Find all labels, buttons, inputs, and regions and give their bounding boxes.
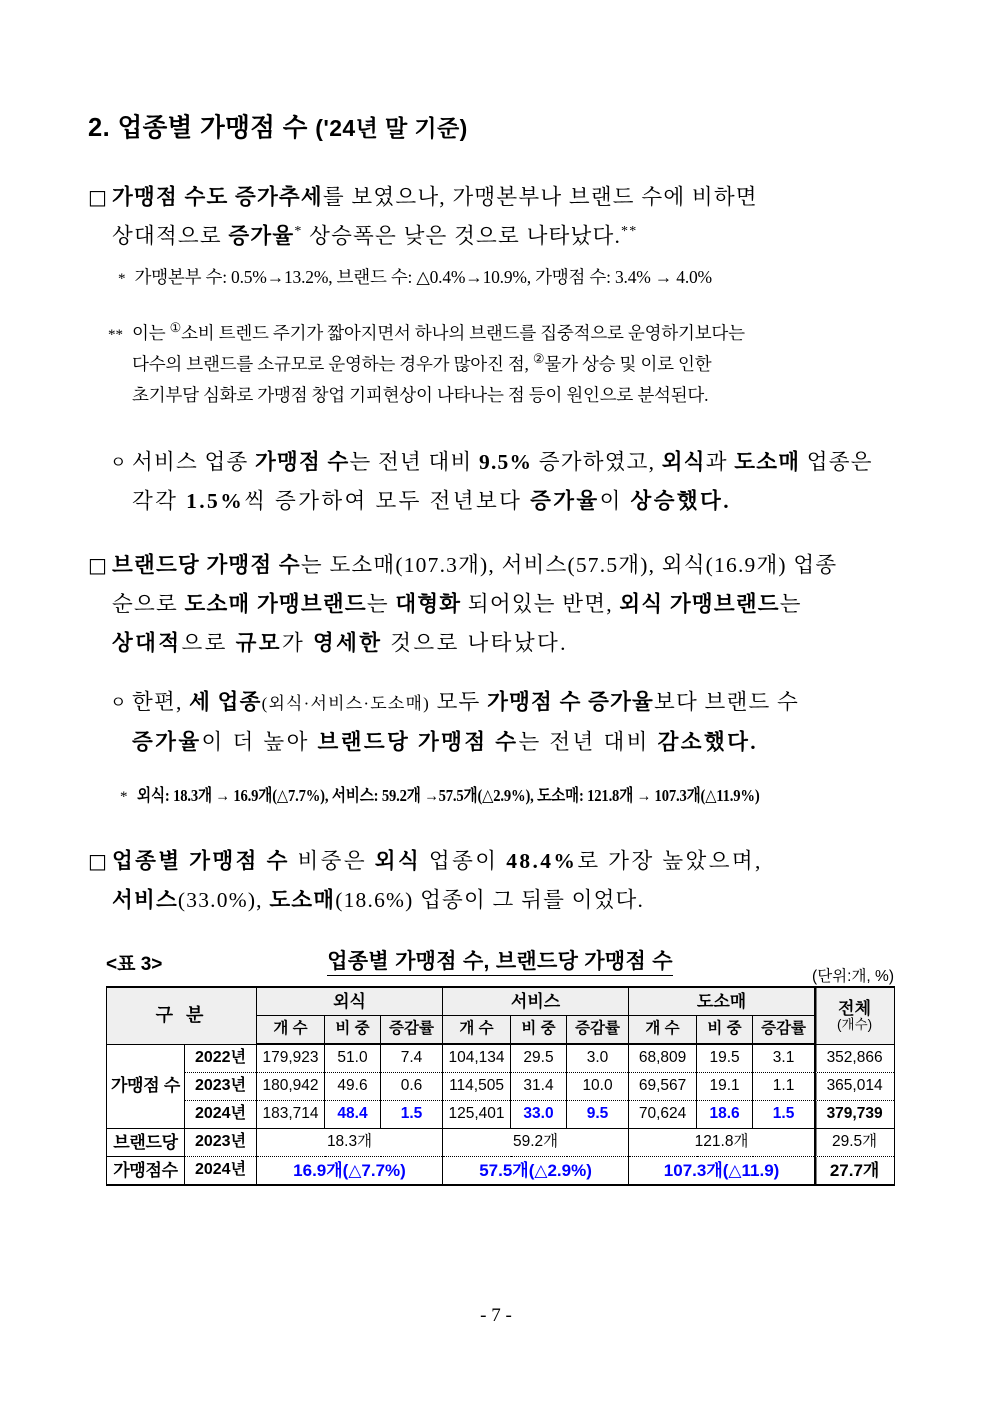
p2-l2-b: 1.5%	[186, 489, 245, 513]
footnote-1-mark: *	[118, 271, 126, 287]
cell-2024-service-rate: 9.5	[567, 1101, 629, 1129]
cell-2023-total: 365,014	[815, 1073, 895, 1101]
fn2-l2-pre: 다수의 브랜드를 소규모로 운영하는 경우가 많아진 점,	[132, 354, 533, 374]
table-caption	[106, 945, 894, 983]
p4-l2-e: 감소했다.	[657, 730, 759, 754]
table-header-row-1	[107, 987, 895, 1016]
row-year-2023: 2023년	[185, 1073, 257, 1101]
header-total-label: 전체	[838, 998, 871, 1018]
table-number: <표 3>	[106, 954, 163, 975]
header-retail-count: 개 수	[629, 1016, 697, 1045]
paragraph-1-text	[112, 178, 758, 256]
p2-e: 증가하였고,	[532, 450, 662, 474]
row-year-2022: 2022년	[185, 1044, 257, 1073]
p4-b: 세 업종	[189, 690, 262, 714]
header-oesik-count: 개 수	[257, 1016, 325, 1045]
cell-2023-service-share: 31.4	[511, 1073, 567, 1101]
brand-cell-2024-total: 27.7개	[815, 1157, 895, 1186]
p5-b: 비중은	[289, 849, 375, 873]
section-title-suffix: ('24년 말 기준)	[315, 115, 468, 141]
footnote-mark-double: **	[621, 223, 638, 239]
paragraph-block-4	[110, 683, 920, 762]
cell-2022-oesik-share: 51.0	[325, 1044, 381, 1073]
fn2-l2-post: 물가 상승 및 이로 인한	[544, 354, 712, 374]
fn2-l3: 초기부담 심화로 가맹점 창업 기피현상이 나타나는 점 등이 원인으로 분석된다.	[132, 385, 709, 405]
footnote-2	[108, 318, 920, 411]
cell-2024-total: 379,739	[815, 1101, 895, 1129]
p3-l3-a: 상대적	[112, 631, 182, 655]
paragraph-block-1	[88, 178, 918, 256]
cell-2022-retail-rate: 3.1	[753, 1044, 815, 1073]
footnote-1-text: 가맹본부 수: 0.5%→13.2%, 브랜드 수: △0.4%→10.9%, 가맹점 수: 3.4% → 4.0%	[134, 267, 712, 287]
paragraph-5-text	[112, 842, 763, 920]
brand-cell-2023-oesik: 18.3개	[257, 1129, 443, 1157]
paragraph-2-text	[132, 443, 873, 521]
p2-h: 도소매	[734, 450, 801, 474]
circled-number-2: ②	[532, 351, 545, 367]
page-number: - 7 -	[480, 1305, 512, 1326]
cell-2024-service-count: 125,401	[443, 1101, 511, 1129]
table-title: 업종별 가맹점 수, 브랜드당 가맹점 수	[106, 945, 894, 975]
page-title	[88, 108, 468, 144]
p3-l2-e: 되어있는 반면,	[461, 592, 620, 616]
paragraph-block-3	[88, 546, 918, 663]
p3-l2-b: 도소매 가맹브랜드	[184, 592, 367, 616]
footnote-1	[118, 262, 918, 295]
p5-d: 업종이	[421, 849, 507, 873]
cell-2022-total: 352,866	[815, 1044, 895, 1073]
brand-cell-2023-service: 59.2개	[443, 1129, 629, 1157]
table-row	[107, 1157, 895, 1186]
brand-cell-2024-oesik: 16.9개(△7.7%)	[257, 1157, 443, 1186]
p4-d: 모두	[430, 690, 488, 714]
section-label-franchise-count: 가맹점 수	[107, 1044, 185, 1129]
p3-l3-d: 가	[281, 631, 313, 655]
footnote-3-text: 외식: 18.3개 → 16.9개(△7.7%), 서비스: 59.2개 →57.5개(△2.9%), 도소매: 121.8개 → 107.3개(△11.9%)	[136, 786, 760, 805]
footnote-3	[120, 780, 920, 813]
footnote-mark-single: *	[294, 223, 303, 239]
brand-row-year-2023: 2023년	[185, 1129, 257, 1157]
brand-cell-2024-retail: 107.3개(△11.9)	[629, 1157, 815, 1186]
table-unit-note: (단위:개, %)	[812, 968, 894, 985]
cell-2023-retail-rate: 1.1	[753, 1073, 815, 1101]
p2-l2-a: 각각	[132, 489, 187, 513]
p1-l2-c: 상승폭은 낮은 것으로 나타났다.	[302, 224, 622, 248]
footnote-2-text	[132, 318, 745, 411]
p3-l2-a: 순으로	[112, 592, 185, 616]
cell-2023-oesik-count: 180,942	[257, 1073, 325, 1101]
p4-l2-c: 브랜드당 가맹점 수	[317, 730, 519, 754]
brand-row-year-2024: 2024년	[185, 1157, 257, 1186]
p2-d: 9.5%	[479, 450, 533, 474]
cell-2023-oesik-rate: 0.6	[381, 1073, 443, 1101]
header-oesik-share: 비 중	[325, 1016, 381, 1045]
p2-a: 서비스 업종	[132, 450, 255, 474]
p3-l1-b: 는 도소매(107.3개), 서비스(57.5개), 외식(16.9개) 업종	[300, 553, 838, 577]
table-row	[107, 1073, 895, 1101]
brand-cell-2023-total: 29.5개	[815, 1129, 895, 1157]
section-label-per-brand-line1: 브랜드당	[107, 1129, 185, 1157]
p5-l2-b: (33.0%),	[177, 888, 270, 912]
p5-e: 48.4%	[506, 849, 578, 873]
table-row	[107, 1044, 895, 1073]
p4-a: 한편,	[132, 690, 190, 714]
header-total	[815, 987, 895, 1044]
p2-l2-d: 증가율	[530, 489, 600, 513]
section-label-per-brand-line2: 가맹점수	[107, 1157, 185, 1186]
p3-l2-f: 외식 가맹브랜드	[619, 592, 780, 616]
p4-l2-a: 증가율	[132, 730, 202, 754]
franchise-statistics-table	[106, 986, 895, 1186]
cell-2022-service-rate: 3.0	[567, 1044, 629, 1073]
cell-2024-oesik-rate: 1.5	[381, 1101, 443, 1129]
p3-l2-d: 대형화	[395, 592, 462, 616]
cell-2024-oesik-count: 183,714	[257, 1101, 325, 1129]
header-service-rate: 증감률	[567, 1016, 629, 1045]
p1-l1-rest: 를 보였으나, 가맹본부나 브랜드 수에 비하면	[322, 185, 758, 209]
header-division: 구 분	[107, 987, 257, 1044]
p4-e: 가맹점 수 증가율	[487, 690, 655, 714]
cell-2024-retail-share: 18.6	[697, 1101, 753, 1129]
square-bullet-icon-2: □	[88, 553, 107, 577]
p5-l2-d: (18.6%) 업종이 그 뒤를 이었다.	[335, 888, 645, 912]
p3-l2-g: 는	[779, 592, 802, 616]
header-group-retail: 도소매	[629, 987, 815, 1016]
cell-2023-oesik-share: 49.6	[325, 1073, 381, 1101]
paragraph-3-text	[112, 546, 837, 663]
cell-2023-service-rate: 10.0	[567, 1073, 629, 1101]
fn2-l1-post: 소비 트렌드 주기가 짧아지면서 하나의 브랜드를 집중적으로 운영하기보다는	[181, 323, 745, 343]
p3-l3-f: 것으로 나타났다.	[382, 631, 568, 655]
paragraph-block-2	[110, 443, 920, 521]
header-service-share: 비 중	[511, 1016, 567, 1045]
cell-2023-retail-share: 19.1	[697, 1073, 753, 1101]
header-retail-share: 비 중	[697, 1016, 753, 1045]
p5-f: 로 가장 높았으며,	[577, 849, 763, 873]
cell-2022-service-share: 29.5	[511, 1044, 567, 1073]
circle-bullet-icon: ㅇ	[110, 453, 127, 472]
cell-2024-retail-rate: 1.5	[753, 1101, 815, 1129]
p2-c: 는 전년 대비	[349, 450, 480, 474]
cell-2024-service-share: 33.0	[511, 1101, 567, 1129]
cell-2022-service-count: 104,134	[443, 1044, 511, 1073]
p4-l2-d: 는 전년 대비	[518, 730, 658, 754]
p4-f: 보다 브랜드 수	[654, 690, 799, 714]
p3-l3-b: 으로	[181, 631, 236, 655]
p2-l2-c: 씩 증가하여 모두 전년보다	[244, 489, 531, 513]
cell-2023-service-count: 114,505	[443, 1073, 511, 1101]
section-title-text: 업종별 가맹점 수	[117, 114, 308, 142]
fn2-l1-pre: 이는	[132, 323, 170, 343]
cell-2023-retail-count: 69,567	[629, 1073, 697, 1101]
footnote-3-mark: *	[120, 789, 128, 805]
p2-f: 외식	[661, 450, 706, 474]
header-group-service: 서비스	[443, 987, 629, 1016]
header-group-oesik: 외식	[257, 987, 443, 1016]
p5-a: 업종별 가맹점 수	[112, 849, 290, 873]
brand-cell-2023-retail: 121.8개	[629, 1129, 815, 1157]
table-row	[107, 1101, 895, 1129]
p4-c: (외식·서비스·도소매)	[261, 694, 430, 713]
p5-l2-a: 서비스	[112, 888, 178, 912]
cell-2024-retail-count: 70,624	[629, 1101, 697, 1129]
p3-l3-c: 규모	[235, 631, 282, 655]
row-year-2024: 2024년	[185, 1101, 257, 1129]
cell-2022-oesik-count: 179,923	[257, 1044, 325, 1073]
p2-l2-f: 상승했다.	[630, 489, 731, 513]
p4-l2-b: 이 더 높아	[201, 730, 318, 754]
paragraph-block-5	[88, 842, 918, 920]
cell-2024-oesik-share: 48.4	[325, 1101, 381, 1129]
p3-l3-e: 영세한	[312, 631, 383, 655]
p2-b: 가맹점 수	[255, 450, 350, 474]
p2-i: 업종은	[800, 450, 873, 474]
p3-l1-a: 브랜드당 가맹점 수	[112, 553, 301, 577]
brand-cell-2024-service: 57.5개(△2.9%)	[443, 1157, 629, 1186]
p1-l2-a: 상대적으로	[112, 224, 229, 248]
cell-2022-retail-count: 68,809	[629, 1044, 697, 1073]
section-number: 2.	[88, 114, 111, 142]
p3-l2-c: 는	[366, 592, 396, 616]
square-bullet-icon: □	[88, 185, 107, 209]
circle-bullet-icon-2: ㅇ	[110, 693, 127, 712]
header-retail-rate: 증감률	[753, 1016, 815, 1045]
p2-g: 과	[705, 450, 735, 474]
footnote-2-mark: **	[108, 327, 123, 343]
circled-number-1: ①	[169, 320, 182, 336]
p5-c: 외식	[374, 849, 422, 873]
cell-2022-oesik-rate: 7.4	[381, 1044, 443, 1073]
p1-l2-b: 증가율	[228, 224, 295, 248]
header-total-sub: (개수)	[837, 1016, 873, 1032]
table-row	[107, 1129, 895, 1157]
header-oesik-rate: 증감률	[381, 1016, 443, 1045]
p1-l1-bold: 가맹점 수도 증가추세	[112, 185, 323, 209]
header-service-count: 개 수	[443, 1016, 511, 1045]
p5-l2-c: 도소매	[269, 888, 336, 912]
p2-l2-e: 이	[599, 489, 631, 513]
paragraph-4-text	[132, 683, 799, 762]
cell-2022-retail-share: 19.5	[697, 1044, 753, 1073]
square-bullet-icon-3: □	[88, 849, 107, 873]
